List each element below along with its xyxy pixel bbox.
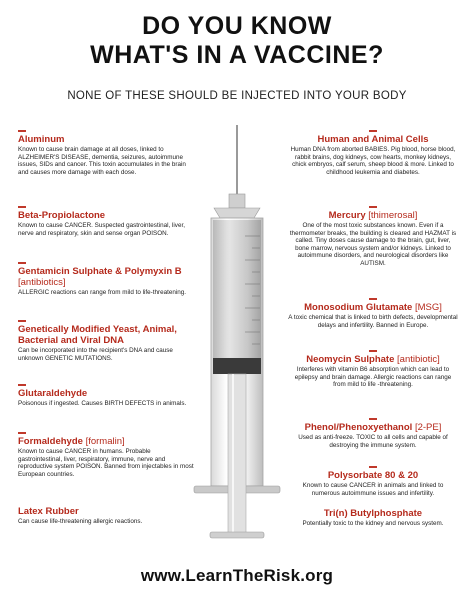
- ingredient-formaldehyde: [18, 432, 196, 478]
- ingredient-description: One of the most toxic substances known. Even if a thermometer breaks, the building is cleared and HAZMAT is called. Tiny doses cause damage to the brain, gut, liver, bone marrow, nervous system and/or kidneys. Linked to autoimmune disorders, and neurological disorders like AUTISM.: [289, 222, 457, 267]
- ingredient-description: A toxic chemical that is linked to birth defects, developmental delays and infertility. Banned in Europe.: [288, 314, 458, 329]
- accent-dash: [18, 432, 26, 434]
- accent-dash: [369, 350, 377, 352]
- ingredient-latex-rubber: [18, 506, 196, 526]
- ingredient-title: Phenol/Phenoxyethanol [2-PE]: [304, 422, 442, 433]
- ingredient-title: Latex Rubber: [18, 506, 79, 517]
- ingredient-description: Potentially toxic to the kidney and nervous system.: [302, 520, 444, 527]
- ingredient-title: Mercury [thimerosal]: [328, 210, 418, 221]
- vaccine-liquid: [213, 220, 261, 360]
- ingredient-glutaraldehyde: [18, 384, 196, 408]
- ingredient-title: Genetically Modified Yeast, Animal, Bacterial and Viral DNA: [18, 324, 177, 346]
- ingredient-description: Known to cause CANCER in humans. Probable gastrointestinal, liver, respiratory, immune, nerve and reproductive system POISON. Banned from injectables in most European countries.: [18, 448, 194, 478]
- ingredient-gentamicin-polymyxin: [18, 262, 196, 297]
- ingredient-title: Formaldehyde [formalin]: [18, 436, 125, 447]
- accent-dash: [18, 206, 26, 208]
- ingredient-title: Aluminum: [18, 134, 65, 145]
- page-title-line-1: DO YOU KNOW: [142, 12, 332, 40]
- ingredient-title: Monosodium Glutamate [MSG]: [304, 302, 442, 313]
- ingredient-tributylphosphate: [288, 508, 458, 528]
- ingredient-title: Beta-Propiolactone: [18, 210, 106, 221]
- accent-dash: [369, 466, 377, 468]
- ingredient-title: Glutaraldehyde: [18, 388, 88, 399]
- plunger-seal: [213, 358, 261, 374]
- accent-dash: [18, 320, 26, 322]
- ingredient-msg: [288, 298, 458, 329]
- thumb-press: [210, 532, 264, 538]
- ingredient-description: ALLERGIC reactions can range from mild to life-threatening.: [18, 289, 186, 296]
- accent-dash: [18, 130, 26, 132]
- accent-dash: [18, 262, 26, 264]
- ingredient-polysorbate: [288, 466, 458, 497]
- accent-dash: [18, 384, 26, 386]
- ingredient-title: Polysorbate 80 & 20: [327, 470, 419, 481]
- ingredient-description: Known to cause brain damage at all doses, linked to ALZHEIMER'S DISEASE, dementia, seizures, autoimmune issues, SIDs and cancer. This toxin accumulates in the brain and causes more damage with each dose.: [18, 146, 186, 176]
- ingredient-description: Interferes with vitamin B6 absorption which can lead to epilepsy and brain damage. Allergic reactions can range from mild to life -threatening.: [294, 366, 452, 389]
- ingredient-description: Known to cause CANCER in animals and linked to numerous autoimmune issues and infertility.: [302, 482, 444, 497]
- needle-hub: [229, 194, 245, 208]
- accent-dash: [369, 206, 377, 208]
- ingredient-mercury: [288, 206, 458, 268]
- plunger-rod: [228, 374, 246, 534]
- ingredient-title: Gentamicin Sulphate & Polymyxin B [antibiotics]: [18, 266, 182, 288]
- ingredient-description: Can be incorporated into the recipient's DNA and cause unknown GENETIC MUTATIONS.: [18, 347, 173, 362]
- ingredient-human-animal-cells: [288, 130, 458, 176]
- ingredient-description: Poisonous if ingested. Causes BIRTH DEFECTS in animals.: [18, 400, 187, 407]
- footer-url: www.LearnTheRisk.org: [140, 566, 334, 585]
- accent-dash: [369, 130, 377, 132]
- page-subtitle: NONE OF THESE SHOULD BE INJECTED INTO YOUR BODY: [67, 90, 407, 102]
- ingredient-aluminum: [18, 130, 196, 176]
- accent-dash: [369, 298, 377, 300]
- ingredient-beta-propiolactone: [18, 206, 196, 237]
- ingredient-title: Neomycin Sulphate [antibiotic]: [306, 354, 440, 365]
- ingredient-description: Used as anti-freeze. TOXIC to all cells and capable of destroying the immune system.: [298, 434, 448, 449]
- ingredient-title: Human and Animal Cells: [317, 134, 429, 145]
- page-title-line-2: WHAT'S IN A VACCINE?: [90, 41, 384, 69]
- ingredient-description: Can cause life-threatening allergic reactions.: [18, 518, 143, 525]
- accent-dash: [369, 418, 377, 420]
- barrel-tip: [214, 208, 260, 218]
- ingredient-neomycin: [288, 350, 458, 389]
- ingredient-title: Tri(n) Butylphosphate: [323, 508, 423, 519]
- ingredient-gmo-dna: [18, 320, 196, 362]
- ingredient-description: Human DNA from aborted BABIES. Pig blood, horse blood, rabbit brains, dog kidneys, cow hearts, monkey kidneys, chick embryos, calf serum, sheep blood & more. Linked to childhood leukemia and diabetes.: [290, 146, 456, 176]
- ingredient-phenol: [288, 418, 458, 449]
- ingredient-description: Known to cause CANCER. Suspected gastrointestinal, liver, nerve and respiratory, skin and sense organ POISON.: [18, 222, 185, 237]
